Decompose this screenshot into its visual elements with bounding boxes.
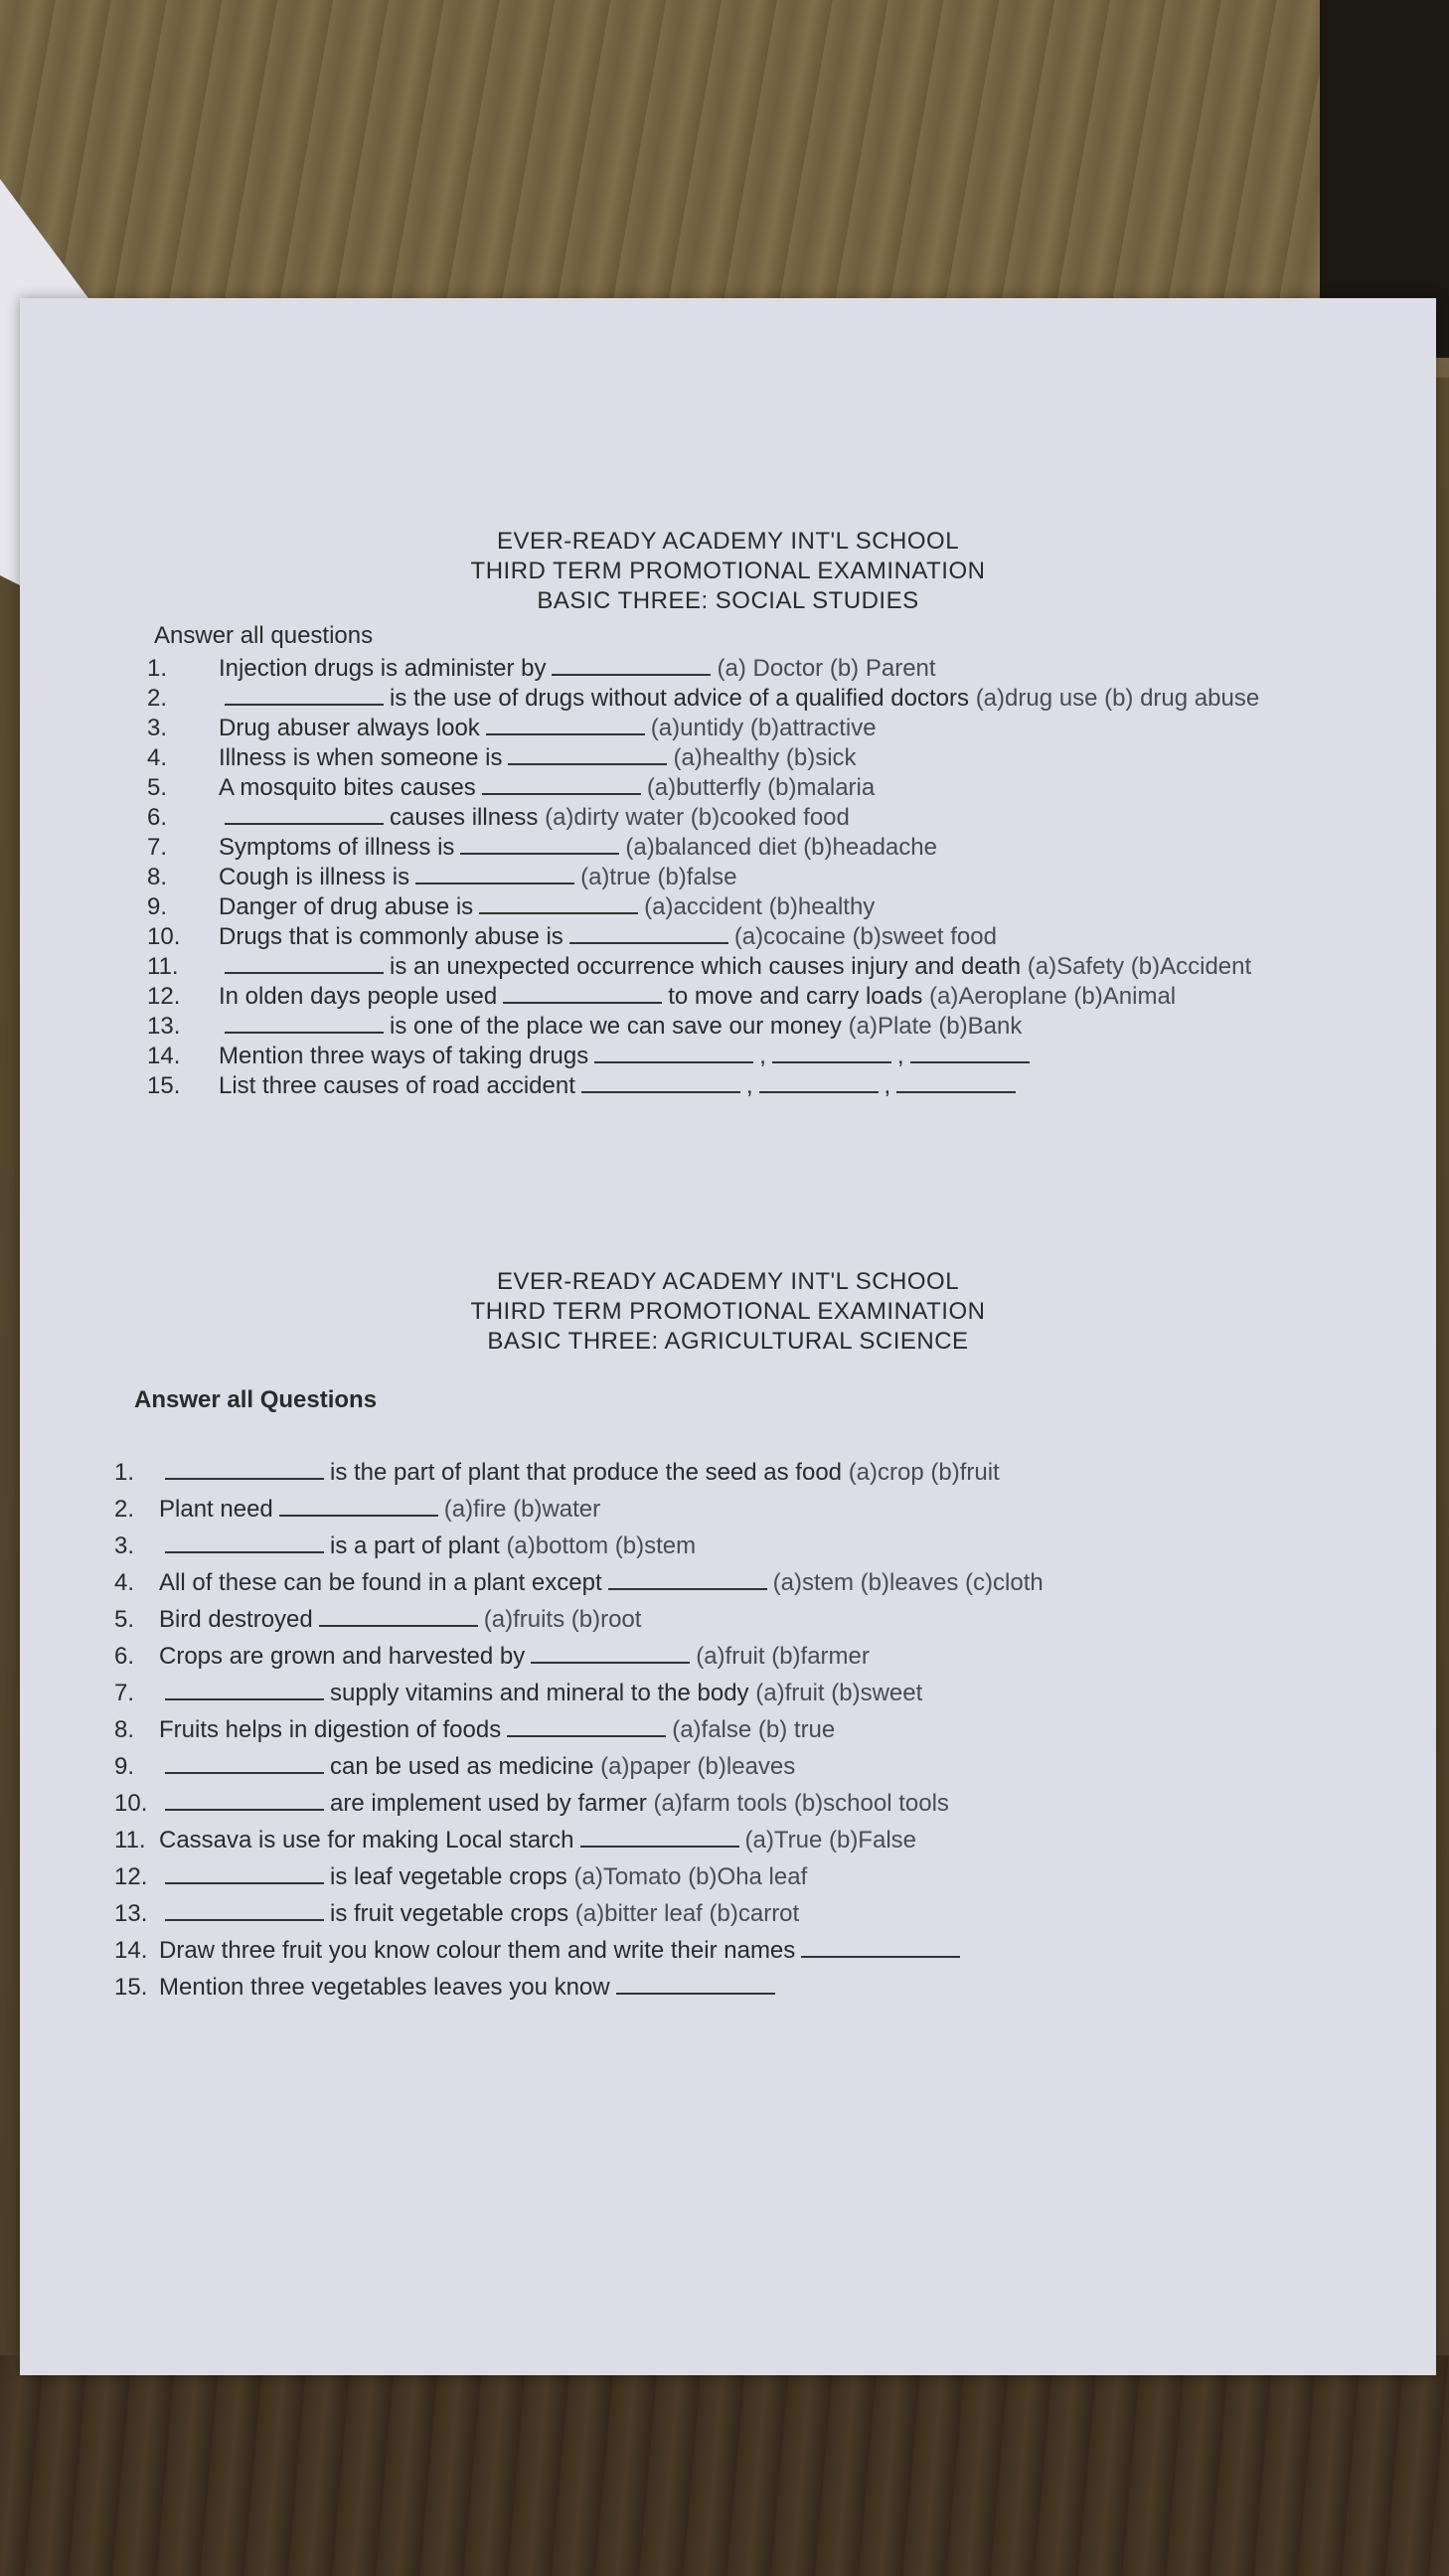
question-item [20, 1564, 1436, 1601]
question-item [20, 952, 1436, 982]
answer-blank[interactable] [801, 1938, 960, 1958]
answer-blank[interactable] [508, 745, 667, 765]
school-name: EVER-READY ACADEMY INT'L SCHOOL [496, 528, 960, 555]
answer-blank[interactable] [581, 1073, 740, 1093]
question-number: 4. [114, 1569, 135, 1596]
question-number: 2. [114, 1496, 135, 1523]
answer-options: (a)true (b)false [580, 864, 737, 890]
question-item [20, 1969, 1436, 2006]
question-number: 11. [114, 1827, 146, 1853]
exam-title: THIRD TERM PROMOTIONAL EXAMINATION [470, 1298, 986, 1325]
answer-blank[interactable] [772, 1044, 891, 1063]
question-text: Mention three vegetables leaves you know [159, 1974, 610, 2001]
answer-blank[interactable] [165, 1901, 324, 1921]
social-header [20, 527, 1436, 616]
question-number: 6. [114, 1643, 135, 1670]
question-number: 15. [114, 1974, 148, 2001]
question-item: 15. List three causes of road accident , , [20, 1071, 1436, 1101]
question-number: 5. [114, 1606, 135, 1633]
exam-paper [20, 298, 1436, 2375]
question-text: can be used as medicine [330, 1753, 594, 1780]
question-text: is an unexpected occurrence which causes injury and death [390, 953, 1022, 980]
question-number: 8. [114, 1716, 135, 1743]
subject-title: BASIC THREE: SOCIAL STUDIES [537, 587, 919, 614]
question-item [20, 654, 1436, 684]
answer-options: (a) Doctor (b) Parent [717, 655, 936, 682]
question-text: In olden days people used [219, 983, 498, 1010]
question-number: 13. [114, 1900, 148, 1927]
answer-blank[interactable] [910, 1044, 1030, 1063]
question-number: 4. [147, 744, 168, 771]
answer-blank[interactable] [896, 1073, 1016, 1093]
question-text: Crops are grown and harvested by [159, 1643, 526, 1670]
question-number: 5. [147, 774, 168, 801]
question-number: 9. [114, 1753, 135, 1780]
question-text: is the part of plant that produce the seed as food [330, 1459, 843, 1486]
question-item [20, 1822, 1436, 1858]
answer-options: (a)True (b)False [744, 1827, 916, 1853]
answer-blank[interactable] [165, 1754, 324, 1774]
answer-options: (a)Tomato (b)Oha leaf [573, 1863, 808, 1890]
question-text: are implement used by farmer [330, 1790, 647, 1817]
answer-options: (a)fruit (b)sweet [755, 1680, 923, 1706]
question-number: 8. [147, 864, 168, 890]
question-text: Mention three ways of taking drugs [219, 1043, 589, 1069]
question-text: to move and carry loads [668, 983, 923, 1010]
question-item [20, 1601, 1436, 1638]
exam-title: THIRD TERM PROMOTIONAL EXAMINATION [470, 558, 986, 584]
question-item [20, 1454, 1436, 1491]
answer-blank[interactable] [165, 1460, 324, 1480]
answer-blank[interactable] [552, 656, 711, 676]
question-number: 2. [147, 685, 168, 712]
answer-options: (a)Plate (b)Bank [848, 1013, 1023, 1040]
question-text: is leaf vegetable crops [330, 1863, 567, 1890]
question-text: Illness is when someone is [219, 744, 503, 771]
agric-header [20, 1267, 1436, 1357]
question-text: causes illness [390, 804, 539, 831]
answer-blank[interactable] [759, 1073, 879, 1093]
answer-options: (a)paper (b)leaves [600, 1753, 796, 1780]
question-item [20, 1638, 1436, 1675]
answer-options: (a)cocaine (b)sweet food [733, 923, 997, 950]
answer-options: (a)accident (b)healthy [644, 893, 876, 920]
answer-blank[interactable] [165, 1791, 324, 1811]
agric-science-section [20, 1267, 1436, 2006]
answer-options: (a)balanced diet (b)headache [625, 834, 937, 861]
answer-options: (a)bottom (b)stem [506, 1532, 697, 1559]
question-item [20, 1528, 1436, 1564]
question-list [20, 1454, 1436, 2006]
answer-options: (a)stem (b)leaves (c)cloth [772, 1569, 1044, 1596]
question-item [20, 863, 1436, 892]
question-text: Bird destroyed [159, 1606, 313, 1633]
answer-options: (a)farm tools (b)school tools [653, 1790, 949, 1817]
answer-blank[interactable] [225, 686, 384, 706]
question-item [20, 922, 1436, 952]
answer-blank[interactable] [165, 1533, 324, 1553]
answer-blank[interactable] [460, 835, 619, 855]
question-text: Cough is illness is [219, 864, 410, 890]
question-number: 14. [114, 1937, 148, 1964]
subject-title: BASIC THREE: AGRICULTURAL SCIENCE [487, 1328, 969, 1355]
question-item [20, 1491, 1436, 1528]
answer-options: (a)untidy (b)attractive [650, 715, 877, 741]
answer-options: (a)fire (b)water [443, 1496, 601, 1523]
answer-options: (a)drug use (b) drug abuse [975, 685, 1260, 712]
question-text: Cassava is use for making Local starch [159, 1827, 574, 1853]
question-number: 9. [147, 893, 168, 920]
question-item [20, 1932, 1436, 1969]
answer-options: (a)bitter leaf (b)carrot [574, 1900, 800, 1927]
question-text: Symptoms of illness is [219, 834, 455, 861]
question-item [20, 1748, 1436, 1785]
question-number: 7. [147, 834, 168, 861]
question-text: Plant need [159, 1496, 273, 1523]
question-text: Fruits helps in digestion of foods [159, 1716, 502, 1743]
question-item [20, 773, 1436, 803]
answer-options: (a)Aeroplane (b)Animal [929, 983, 1177, 1010]
question-text: Drug abuser always look [219, 715, 480, 741]
answer-blank[interactable] [608, 1570, 767, 1590]
question-number: 1. [114, 1459, 135, 1486]
question-text: A mosquito bites causes [219, 774, 476, 801]
question-number: 3. [114, 1532, 135, 1559]
answer-blank[interactable] [482, 775, 641, 795]
answer-blank[interactable] [507, 1717, 666, 1737]
question-text: Draw three fruit you know colour them and write their names [159, 1937, 796, 1964]
question-text: All of these can be found in a plant except [159, 1569, 602, 1596]
question-item [20, 743, 1436, 773]
answer-blank[interactable] [225, 954, 384, 974]
answer-blank[interactable] [594, 1044, 753, 1063]
answer-blank[interactable] [569, 924, 728, 944]
answer-blank[interactable] [165, 1864, 324, 1884]
answer-blank[interactable] [165, 1681, 324, 1700]
question-item [20, 1711, 1436, 1748]
school-name: EVER-READY ACADEMY INT'L SCHOOL [496, 1268, 960, 1295]
question-number: 3. [147, 715, 168, 741]
instruction: Answer all Questions [134, 1386, 378, 1413]
social-studies-section [20, 527, 1436, 1101]
question-number: 10. [147, 923, 181, 950]
answer-options: (a)Safety (b)Accident [1027, 953, 1252, 980]
answer-blank[interactable] [415, 865, 574, 885]
answer-options: (a)dirty water (b)cooked food [545, 804, 850, 831]
instruction: Answer all questions [154, 622, 374, 649]
question-number: 12. [147, 983, 181, 1010]
answer-blank[interactable] [319, 1607, 478, 1627]
question-number: 13. [147, 1013, 181, 1040]
answer-blank[interactable] [225, 805, 384, 825]
answer-options: (a)healthy (b)sick [673, 744, 857, 771]
question-item [20, 1012, 1436, 1042]
question-number: 12. [114, 1863, 148, 1890]
question-number: 6. [147, 804, 168, 831]
question-item [20, 684, 1436, 714]
question-item: 14. Mention three ways of taking drugs , , [20, 1042, 1436, 1071]
question-item [20, 1858, 1436, 1895]
question-number: 15. [147, 1072, 181, 1099]
question-text: is the use of drugs without advice of a qualified doctors [390, 685, 970, 712]
question-text: Danger of drug abuse is [219, 893, 474, 920]
answer-blank[interactable] [486, 716, 645, 735]
question-text: is one of the place we can save our money [390, 1013, 842, 1040]
question-number: 11. [147, 953, 179, 980]
question-item [20, 1675, 1436, 1711]
question-item [20, 982, 1436, 1012]
question-text: Injection drugs is administer by [219, 655, 547, 682]
answer-blank[interactable] [479, 894, 638, 914]
answer-options: (a)crop (b)fruit [848, 1459, 1000, 1486]
answer-options: (a)fruits (b)root [483, 1606, 642, 1633]
question-list [20, 654, 1436, 1101]
question-item [20, 892, 1436, 922]
question-text: supply vitamins and mineral to the body [330, 1680, 749, 1706]
question-item [20, 803, 1436, 833]
question-text: List three causes of road accident [219, 1072, 575, 1099]
question-text: is a part of plant [330, 1532, 500, 1559]
answer-blank[interactable] [503, 984, 662, 1004]
question-item [20, 1785, 1436, 1822]
question-number: 1. [147, 655, 168, 682]
answer-blank[interactable] [531, 1644, 690, 1664]
answer-blank[interactable] [580, 1828, 739, 1848]
question-number: 10. [114, 1790, 148, 1817]
question-number: 14. [147, 1043, 181, 1069]
answer-blank[interactable] [279, 1497, 438, 1517]
answer-blank[interactable] [616, 1975, 775, 1995]
answer-options: (a)fruit (b)farmer [696, 1643, 870, 1670]
question-item [20, 1895, 1436, 1932]
question-item [20, 833, 1436, 863]
question-text: is fruit vegetable crops [330, 1900, 569, 1927]
answer-options: (a)false (b) true [672, 1716, 836, 1743]
answer-options: (a)butterfly (b)malaria [646, 774, 876, 801]
question-number: 7. [114, 1680, 135, 1706]
question-text: Drugs that is commonly abuse is [219, 923, 564, 950]
question-item [20, 714, 1436, 743]
table-edge [0, 2355, 1449, 2576]
answer-blank[interactable] [225, 1014, 384, 1034]
